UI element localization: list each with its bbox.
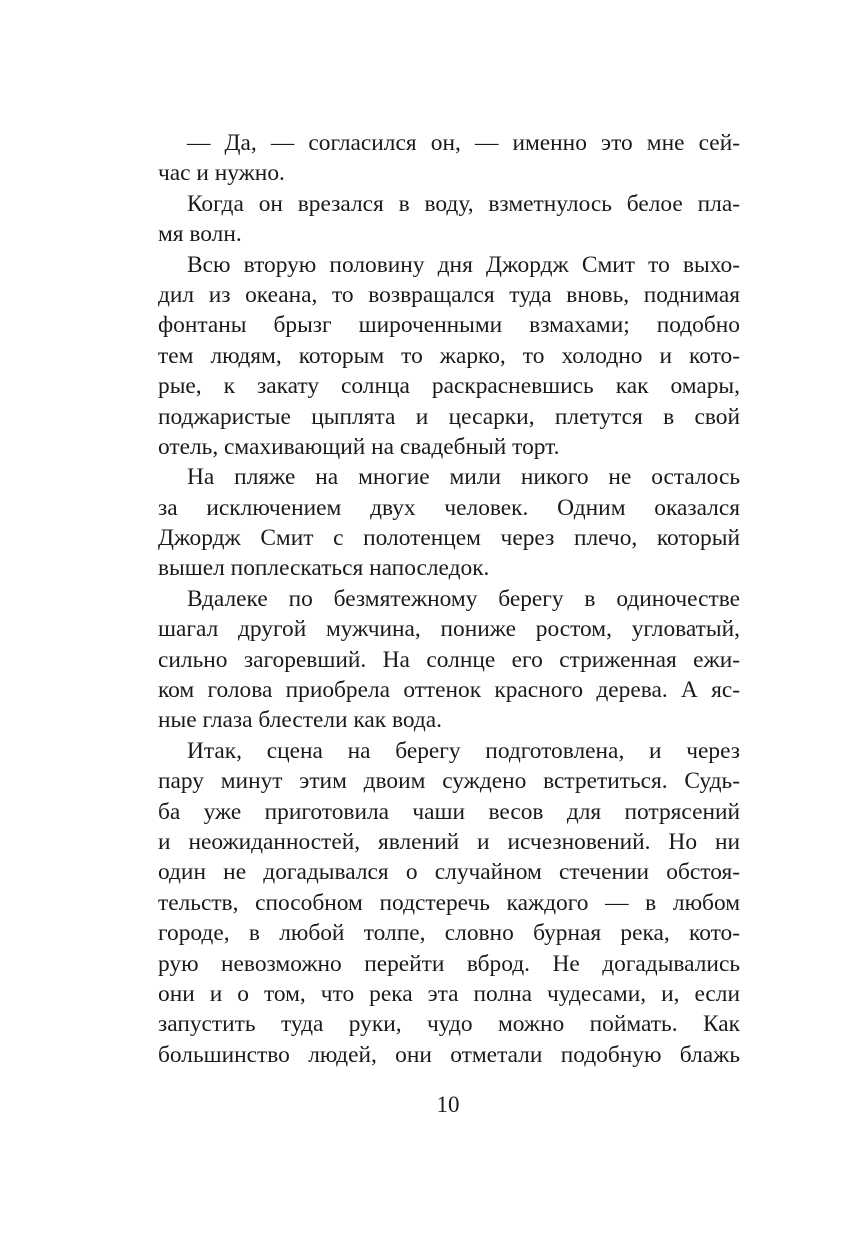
text-line: тем людям, которым то жарко, то холодно и кото- <box>158 342 740 369</box>
text-line: ные глаза блестели как вода. <box>158 707 443 734</box>
text-line: На пляже на многие мили никого не осталось <box>187 464 740 491</box>
text-line: поджаристые цыплята и цесарки, плетутся в свой <box>158 403 740 430</box>
text-line: час и нужно. <box>158 160 285 187</box>
text-line: шагал другой мужчина, пониже ростом, угловатый, <box>158 616 740 643</box>
text-line: сильно загоревший. На солнце его стриженная ежи- <box>158 646 740 673</box>
text-line: вышел поплескаться напоследок. <box>158 555 490 582</box>
text-line: рую невозможно перейти вброд. Не догадывались <box>158 950 740 977</box>
text-line: пару минут этим двоим суждено встретиться. Судь- <box>158 768 740 795</box>
text-line: они и о том, что река эта полна чудесами, и, если <box>158 980 740 1007</box>
text-line: рые, к закату солнца раскрасневшись как омары, <box>158 373 740 400</box>
text-line: мя волн. <box>158 221 242 248</box>
page-number: 10 <box>436 1092 460 1117</box>
text-line: отель, смахивающий на свадебный торт. <box>158 433 560 460</box>
text-line: фонтаны брызг широченными взмахами; подобно <box>158 312 740 339</box>
text-line: Всю вторую половину дня Джордж Смит то выхо- <box>187 251 740 278</box>
text-line: дил из океана, то возвращался туда вновь, поднимая <box>158 281 740 308</box>
body-text <box>158 128 740 1070</box>
text-line: запустить туда руки, чудо можно поймать. Как <box>158 1011 740 1038</box>
text-line: — Да, — согласился он, — именно это мне сей- <box>187 130 740 156</box>
text-line: и неожиданностей, явлений и исчезновений. Но ни <box>158 828 740 855</box>
text-line: Когда он врезался в воду, взметнулось белое пла- <box>187 190 740 217</box>
text-line: Вдалеке по безмятежному берегу в одиночестве <box>187 585 740 612</box>
text-line: Джордж Смит с полотенцем через плечо, который <box>158 525 740 552</box>
text-line: один не догадывался о случайном стечении обстоя- <box>158 859 740 886</box>
text-line: Итак, сцена на берегу подготовлена, и через <box>187 737 740 764</box>
text-line: за исключением двух человек. Одним оказался <box>158 494 740 521</box>
text-line: ба уже приготовила чаши весов для потрясений <box>158 798 740 825</box>
text-line: городе, в любой толпе, словно бурная река, кото- <box>158 920 740 947</box>
text-line: тельств, способном подстеречь каждого — в любом <box>158 889 740 916</box>
text-line: большинство людей, они отметали подобную блажь <box>158 1041 740 1068</box>
text-line: ком голова приобрела оттенок красного дерева. А яс- <box>158 677 740 704</box>
